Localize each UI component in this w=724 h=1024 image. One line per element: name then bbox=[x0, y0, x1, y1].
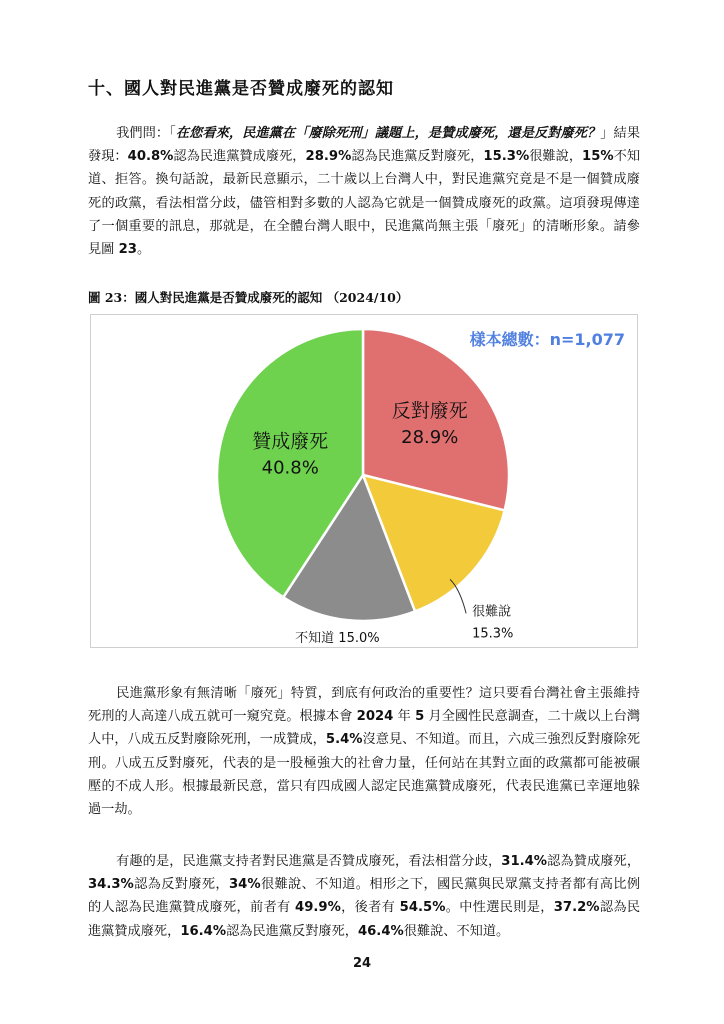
number: 16.4% bbox=[180, 923, 227, 939]
slice-value-0: 28.9% bbox=[401, 426, 459, 448]
number: 2024 bbox=[356, 709, 394, 725]
text-run: 認為民進黨贊成廢死， bbox=[88, 900, 641, 939]
slice-value-3: 40.8% bbox=[261, 457, 319, 479]
number: 49.9% bbox=[295, 900, 341, 916]
survey-question-text: 在您看來，民進黨在「廢除死刑」議題上，是贊成廢死，還是反對廢死？ bbox=[175, 126, 601, 141]
text-run: 」結果發現： bbox=[88, 126, 641, 165]
text-run: 年 bbox=[397, 709, 411, 725]
slice-label-2: 不知道 15.0% bbox=[295, 631, 380, 646]
paragraph-survey-question bbox=[88, 122, 640, 261]
text-run: 認為民進黨反對廢死， bbox=[351, 149, 484, 165]
text-run: 。 bbox=[136, 242, 151, 258]
number: 46.4% bbox=[357, 923, 404, 939]
slice-value-1: 15.3% bbox=[472, 626, 514, 642]
pie-chart-figure bbox=[90, 314, 638, 648]
text-run: 很難說、不知道。 bbox=[403, 923, 510, 939]
slice-label-3: 贊成廢死 bbox=[252, 430, 329, 453]
number: 5 bbox=[415, 709, 425, 725]
number: 5.4% bbox=[325, 732, 363, 748]
text-run: 很難說、不知道。相形之下，國民黨與民眾黨支持者都有高比例的人認為民進黨贊成廢死，前者有 bbox=[88, 877, 641, 916]
slice-label-0: 反對廢死 bbox=[391, 399, 468, 422]
text-run: ，後者有 bbox=[340, 900, 396, 916]
number: 15% bbox=[582, 149, 614, 165]
section-title: 十、國人對民進黨是否贊成廢死的認知 bbox=[88, 79, 394, 99]
figure-ref: 23 bbox=[118, 242, 137, 258]
figure-caption: 圖 23：國人對民進黨是否贊成廢死的認知 （2024/10） bbox=[88, 290, 409, 305]
text-run: 認為反對廢死， bbox=[133, 877, 229, 893]
text-run: 月全國性民意調查，二十歲以上台灣人中，八成五反對廢除死刑，一成贊成， bbox=[88, 709, 641, 748]
text-run: 民進黨形象有無清晰「廢死」特質，到底有何政治的重要性？這只要看台灣社會主張維持死刑的人高達八成五就可一窺究竟。根據本會 bbox=[88, 686, 640, 725]
text-run: 很難說， bbox=[529, 149, 583, 165]
page-number: 24 bbox=[352, 956, 372, 971]
number: 37.2% bbox=[553, 900, 600, 916]
text-run: 有趣的是，民進黨支持者對民進黨是否贊成廢死，看法相當分歧， bbox=[116, 854, 502, 869]
text-run: 沒意見、不知道。而且，六成三強烈反對廢除死刑。八成五反對廢死，代表的是一股極強大的社會力量，任何站在其對立面的政黨都可能被碾壓的不成人形。根據最新民意，當只有四成國人認定民進黨贊成廢死，代表民進黨已幸運地躲過一劫。 bbox=[88, 732, 641, 818]
sample-size-annotation: 樣本總數：n=1,077 bbox=[469, 330, 625, 349]
number: 15.3% bbox=[483, 149, 530, 165]
text-run: 認為民進黨贊成廢死， bbox=[173, 149, 306, 165]
text-run: 。中性選民則是， bbox=[445, 900, 554, 916]
paragraph-death-penalty-opinion bbox=[88, 682, 640, 821]
text-run: 認為民進黨反對廢死， bbox=[226, 923, 358, 939]
number: 34% bbox=[229, 877, 261, 893]
slice-label-1: 很難說 bbox=[472, 604, 512, 620]
number: 54.5% bbox=[399, 900, 446, 916]
number: 40.8% bbox=[127, 149, 174, 165]
paragraph-party-supporters bbox=[88, 850, 640, 943]
number: 34.3% bbox=[88, 877, 134, 893]
text-run: 認為贊成廢死， bbox=[547, 854, 641, 869]
text-run: 不知道、拒答。換句話說，最新民意顯示，二十歲以上台灣人中，對民進黨究竟是不是一個贊成廢死的政黨，看法相當分歧，儘管相對多數的人認為它就是一個贊成廢死的政黨。這項發現傳達了一個重要的訊息，那就是，在全體台灣人眼中，民進黨尚無主張「廢死」的清晰形象。請參見圖 bbox=[88, 149, 641, 258]
pie-chart bbox=[91, 315, 639, 649]
number: 28.9% bbox=[305, 149, 352, 165]
text-run: 我們問：「 bbox=[116, 126, 176, 141]
number: 31.4% bbox=[501, 854, 548, 869]
